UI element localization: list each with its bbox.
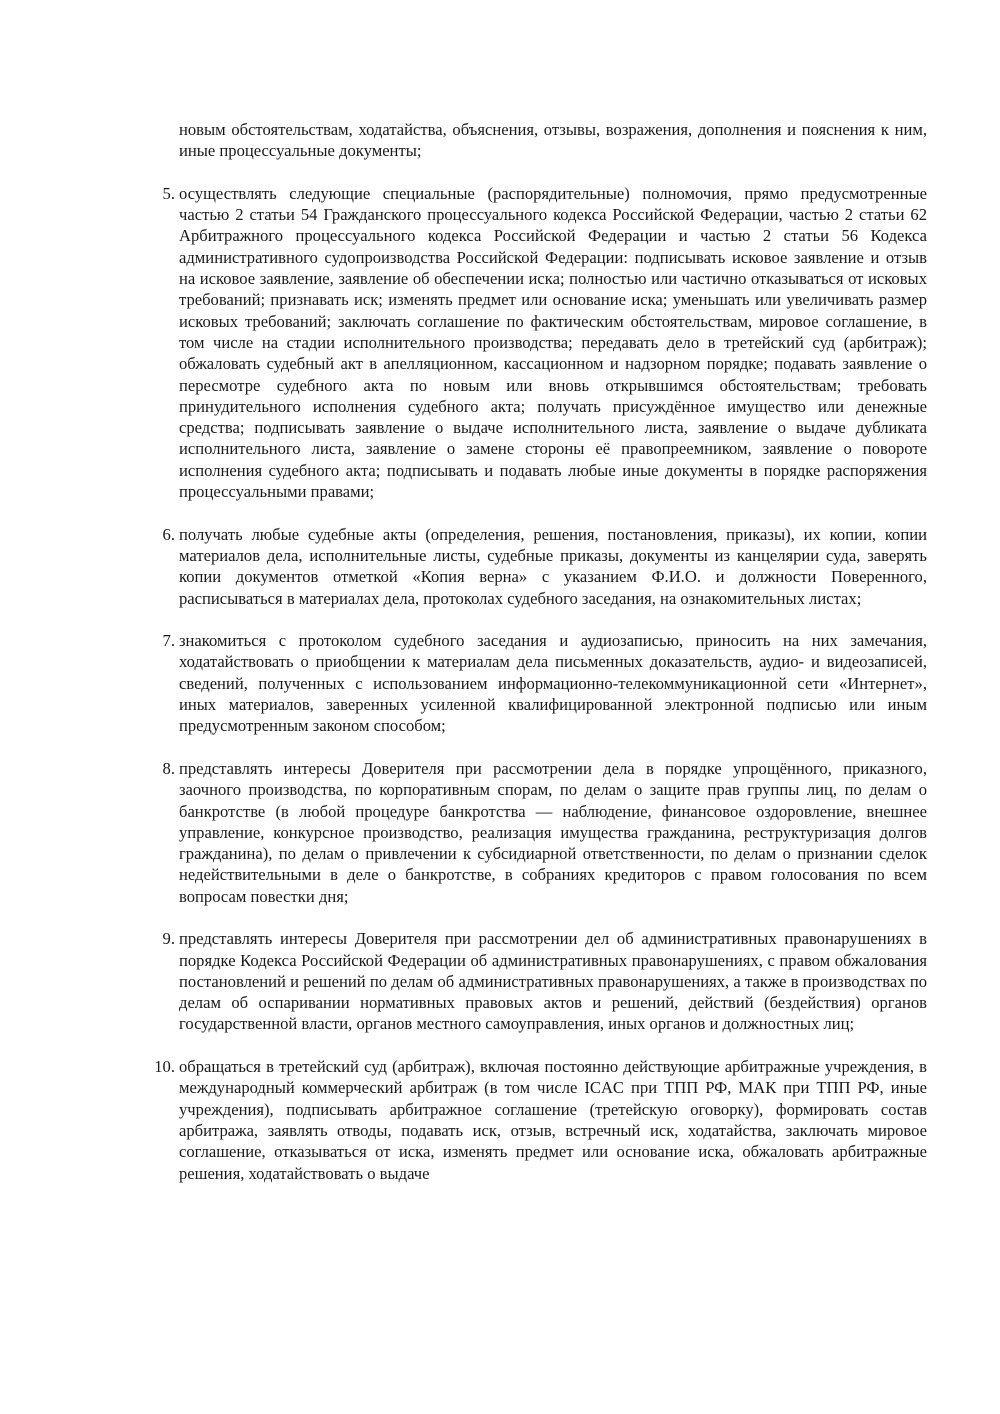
list-item-number: 5. [162,183,175,203]
list-item-text: обращаться в третейский суд (арбитраж), включая постоянно действующие арбитражные учреждения, в международный коммерческий арбитраж (в том числе ICAC при ТПП РФ, МАК при ТПП РФ, иные учреждения), подписывать арбитражное соглашение (третейскую оговорку), формировать состав арбитража, заявлять отводы, подавать иск, отзыв, встречный иск, ходатайства, заключать мировое соглашение, отказываться от иска, изменять предмет или основание иска, обжаловать арбитражные решения, ходатайствовать о выдаче [179,1057,927,1183]
list-item-text: знакомиться с протоколом судебного заседания и аудиозаписью, приносить на них замечания, ходатайствовать о приобщении к материалам дела письменных доказательств, аудио- и видеозаписей, сведений, полученных с использованием информационно-телекоммуникационной сети «Интернет», иных материалов, заверенных усиленной квалифицированной электронной подписью или иным предусмотренным законом способом; [179,631,927,736]
list-item-number: 8. [162,758,175,778]
list-item-9 [162,928,927,1034]
list-item-7 [162,630,927,736]
list-item-number: 6. [162,524,175,544]
list-item-number: 7. [162,631,175,651]
list-item-number: 9. [162,929,175,949]
list-item-5 [162,183,927,502]
continuation-paragraph: новым обстоятельствам, ходатайства, объяснения, отзывы, возражения, дополнения и пояснения к ним, иные процессуальные документы; [179,120,927,161]
document-body [154,119,927,1184]
list-item-text: получать любые судебные акты (определения, решения, постановления, приказы), их копии, копии материалов дела, исполнительные листы, судебные приказы, документы из канцелярии суда, заверять копии документов отметкой «Копия верна» с указанием Ф.И.О. и должности Поверенного, расписываться в материалах дела, протоколах судебного заседания, на ознакомительных листах; [179,524,927,608]
list-item-text: осуществлять следующие специальные (распорядительные) полномочия, прямо предусмотренные частью 2 статьи 54 Гражданского процессуального кодекса Российской Федерации, частью 2 статьи 62 Арбитражного процессуального кодекса Российской Федерации и частью 2 статьи 56 Кодекса административного судопроизводства Российской Федерации: подписывать исковое заявление и отзыв на исковое заявление, заявление об обеспечении иска; полностью или частично отказываться от исковых требований; признавать иск; изменять предмет или основание иска; уменьшать или увеличивать размер исковых требований; заключать соглашение по фактическим обстоятельствам, мировое соглашение, в том числе на стадии исполнительного производства; передавать дело в третейский суд (арбитраж); обжаловать судебный акт в апелляционном, кассационном и надзорном порядке; подавать заявление о пересмотре судебного акта по новым или вновь открывшимся обстоятельствам; требовать принудительного исполнения судебного акта; получать присуждённое имущество или денежные средства; подписывать заявление о выдаче исполнительного листа, заявление о выдаче дубликата исполнительного листа, заявление о замене стороны её правопреемником, заявление о повороте исполнения судебного акта; подписывать и подавать любые иные документы в порядке распоряжения процессуальными правами; [179,183,927,502]
list-item-8 [162,758,927,907]
list-item-6 [162,524,927,609]
list-item-number: 10. [154,1057,175,1077]
list-item-10 [154,1056,927,1184]
list-item-text: представлять интересы Доверителя при рассмотрении дела в порядке упрощённого, приказного, заочного производства, по корпоративным спорам, по делам о защите прав группы лиц, по делам о банкротстве (в любой процедуре банкротства — наблюдение, финансовое оздоровление, внешнее управление, конкурсное производство, реализация имущества гражданина, реструктуризация долгов гражданина), по делам о привлечении к субсидиарной ответственности, по делам о признании сделок недействительными в деле о банкротстве, в собраниях кредиторов с правом голосования по всем вопросам повестки дня; [179,758,927,906]
list-item-text: представлять интересы Доверителя при рассмотрении дел об административных правонарушениях в порядке Кодекса Российской Федерации об административных правонарушениях, с правом обжалования постановлений и решений по делам об административных правонарушениях, а также в производствах по делам об оспаривании нормативных правовых актов и решений, действий (бездействия) органов государственной власти, органов местного самоуправления, иных органов и должностных лиц; [179,929,927,1034]
